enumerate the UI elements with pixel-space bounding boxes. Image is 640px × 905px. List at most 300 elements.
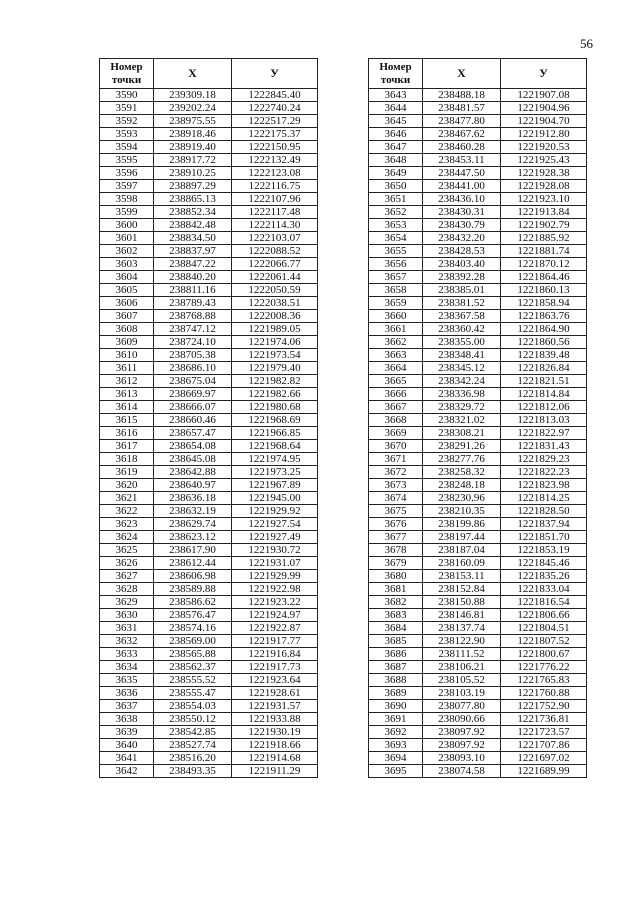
cell-x: 238636.18 [154,492,232,505]
header-point-line2: точки [111,73,142,86]
cell-point-number: 3645 [369,115,423,128]
cell-y: 1221929.92 [232,505,318,518]
cell-x: 238897.29 [154,180,232,193]
cell-x: 238385.01 [423,284,501,297]
cell-point-number: 3679 [369,557,423,570]
cell-y: 1221973.25 [232,466,318,479]
cell-point-number: 3608 [100,323,154,336]
table-header-row [369,59,587,89]
cell-y: 1221864.46 [501,271,587,284]
cell-y: 1221929.99 [232,570,318,583]
cell-y: 1221697.02 [501,752,587,765]
cell-y: 1221800.67 [501,648,587,661]
cell-point-number: 3650 [369,180,423,193]
cell-x: 238199.86 [423,518,501,531]
cell-point-number: 3669 [369,427,423,440]
table-row [100,765,318,778]
cell-point-number: 3613 [100,388,154,401]
cell-y: 1222103.07 [232,232,318,245]
cell-y: 1222061.44 [232,271,318,284]
table-row [100,336,318,349]
table-row [369,141,587,154]
cell-y: 1221922.87 [232,622,318,635]
table-row [369,544,587,557]
cell-x: 238837.97 [154,245,232,258]
table-row [369,258,587,271]
table-row [100,206,318,219]
cell-y: 1221807.52 [501,635,587,648]
cell-x: 238436.10 [423,193,501,206]
cell-point-number: 3663 [369,349,423,362]
cell-y: 1221816.54 [501,596,587,609]
table-row [369,479,587,492]
cell-point-number: 3693 [369,739,423,752]
cell-y: 1221902.79 [501,219,587,232]
cell-x: 238811.16 [154,284,232,297]
cell-y: 1221839.48 [501,349,587,362]
table-row [369,609,587,622]
cell-point-number: 3672 [369,466,423,479]
table-row [100,401,318,414]
cell-y: 1222132.49 [232,154,318,167]
cell-x: 238789.43 [154,297,232,310]
cell-y: 1221925.43 [501,154,587,167]
table-row [100,492,318,505]
cell-x: 238441.00 [423,180,501,193]
cell-x: 238210.35 [423,505,501,518]
cell-point-number: 3643 [369,89,423,102]
cell-y: 1221723.57 [501,726,587,739]
cell-y: 1222066.77 [232,258,318,271]
table-row [369,505,587,518]
cell-y: 1221858.94 [501,297,587,310]
cell-point-number: 3593 [100,128,154,141]
table-row [369,193,587,206]
cell-x: 238917.72 [154,154,232,167]
cell-point-number: 3614 [100,401,154,414]
cell-x: 238137.74 [423,622,501,635]
cell-x: 238918.46 [154,128,232,141]
table-row [369,752,587,765]
table-row [100,414,318,427]
cell-x: 238355.00 [423,336,501,349]
cell-x: 238342.24 [423,375,501,388]
cell-point-number: 3633 [100,648,154,661]
cell-y: 1221916.84 [232,648,318,661]
cell-y: 1221835.26 [501,570,587,583]
cell-point-number: 3660 [369,310,423,323]
cell-point-number: 3664 [369,362,423,375]
cell-x: 238606.98 [154,570,232,583]
cell-y: 1222107.96 [232,193,318,206]
table-row [100,297,318,310]
table-row [100,284,318,297]
cell-point-number: 3622 [100,505,154,518]
cell-point-number: 3684 [369,622,423,635]
cell-y: 1221923.64 [232,674,318,687]
cell-y: 1221814.25 [501,492,587,505]
cell-x: 238152.84 [423,583,501,596]
cell-point-number: 3637 [100,700,154,713]
cell-x: 238554.03 [154,700,232,713]
cell-point-number: 3596 [100,167,154,180]
header-point-line1: Номер [110,60,143,73]
cell-x: 238724.10 [154,336,232,349]
cell-x: 238403.40 [423,258,501,271]
cell-point-number: 3618 [100,453,154,466]
cell-y: 1221927.54 [232,518,318,531]
cell-point-number: 3604 [100,271,154,284]
cell-x: 238686.10 [154,362,232,375]
cell-y: 1221968.69 [232,414,318,427]
cell-point-number: 3657 [369,271,423,284]
cell-x: 238612.44 [154,557,232,570]
table-row [369,557,587,570]
table-row [100,232,318,245]
cell-y: 1221831.43 [501,440,587,453]
table-row [369,102,587,115]
cell-point-number: 3634 [100,661,154,674]
cell-y: 1221930.72 [232,544,318,557]
table-row [100,323,318,336]
cell-x: 238074.58 [423,765,501,778]
cell-x: 238865.13 [154,193,232,206]
cell-point-number: 3602 [100,245,154,258]
cell-point-number: 3617 [100,440,154,453]
table-row [369,648,587,661]
cell-x: 238093.10 [423,752,501,765]
table-row [369,180,587,193]
cell-y: 1221736.81 [501,713,587,726]
table-row [100,661,318,674]
cell-point-number: 3646 [369,128,423,141]
cell-y: 1221923.22 [232,596,318,609]
cell-point-number: 3639 [100,726,154,739]
table-row [369,674,587,687]
table-row [100,271,318,284]
cell-point-number: 3675 [369,505,423,518]
table-row [369,401,587,414]
cell-point-number: 3621 [100,492,154,505]
header-point-line1: Номер [379,60,412,73]
cell-point-number: 3652 [369,206,423,219]
cell-point-number: 3592 [100,115,154,128]
cell-point-number: 3638 [100,713,154,726]
table-row [369,518,587,531]
table-row [369,297,587,310]
cell-point-number: 3603 [100,258,154,271]
table-row [100,362,318,375]
cell-y: 1221918.66 [232,739,318,752]
cell-y: 1221822.23 [501,466,587,479]
cell-x: 238574.16 [154,622,232,635]
table-row [369,661,587,674]
table-row [369,713,587,726]
table-row [369,453,587,466]
cell-y: 1221979.40 [232,362,318,375]
cell-x: 238150.88 [423,596,501,609]
cell-point-number: 3694 [369,752,423,765]
table-row [100,141,318,154]
table-row [369,245,587,258]
cell-y: 1221911.29 [232,765,318,778]
cell-point-number: 3653 [369,219,423,232]
cell-x: 238277.76 [423,453,501,466]
cell-y: 1222088.52 [232,245,318,258]
cell-y: 1221826.84 [501,362,587,375]
cell-point-number: 3616 [100,427,154,440]
cell-y: 1221914.68 [232,752,318,765]
cell-x: 238122.90 [423,635,501,648]
header-point-number [369,59,423,89]
cell-y: 1222517.29 [232,115,318,128]
cell-y: 1221822.97 [501,427,587,440]
cell-y: 1222740.24 [232,102,318,115]
cell-x: 238432.20 [423,232,501,245]
table-row [100,570,318,583]
table-row [369,765,587,778]
cell-point-number: 3655 [369,245,423,258]
cell-x: 238348.41 [423,349,501,362]
table-row [100,739,318,752]
cell-x: 238097.92 [423,739,501,752]
cell-point-number: 3680 [369,570,423,583]
cell-x: 239202.24 [154,102,232,115]
cell-x: 238336.98 [423,388,501,401]
table-body-left [100,89,318,778]
table-row [100,596,318,609]
cell-point-number: 3668 [369,414,423,427]
table-row [100,388,318,401]
cell-point-number: 3642 [100,765,154,778]
cell-y: 1221982.66 [232,388,318,401]
cell-y: 1221881.74 [501,245,587,258]
cell-y: 1221885.92 [501,232,587,245]
table-row [100,245,318,258]
table-row [369,310,587,323]
cell-point-number: 3594 [100,141,154,154]
cell-point-number: 3632 [100,635,154,648]
cell-y: 1221823.98 [501,479,587,492]
header-x: Х [154,59,232,89]
cell-y: 1221928.38 [501,167,587,180]
table-row [100,518,318,531]
cell-x: 238103.19 [423,687,501,700]
cell-point-number: 3597 [100,180,154,193]
cell-point-number: 3611 [100,362,154,375]
cell-point-number: 3600 [100,219,154,232]
cell-y: 1222175.37 [232,128,318,141]
cell-x: 238367.58 [423,310,501,323]
header-y: У [501,59,587,89]
table-row [100,167,318,180]
cell-y: 1221689.99 [501,765,587,778]
cell-y: 1221806.66 [501,609,587,622]
table-row [100,622,318,635]
cell-y: 1221989.05 [232,323,318,336]
table-row [100,466,318,479]
table-row [100,700,318,713]
cell-point-number: 3659 [369,297,423,310]
table-row [369,375,587,388]
cell-y: 1221982.82 [232,375,318,388]
cell-point-number: 3654 [369,232,423,245]
cell-y: 1222845.40 [232,89,318,102]
cell-x: 238258.32 [423,466,501,479]
cell-x: 238090.66 [423,713,501,726]
table-row [369,167,587,180]
cell-x: 238842.48 [154,219,232,232]
cell-x: 238645.08 [154,453,232,466]
cell-y: 1221760.88 [501,687,587,700]
cell-x: 238106.21 [423,661,501,674]
cell-y: 1221829.23 [501,453,587,466]
table-row [369,414,587,427]
table-row [369,440,587,453]
cell-y: 1221933.88 [232,713,318,726]
cell-point-number: 3691 [369,713,423,726]
table-row [100,557,318,570]
cell-x: 238657.47 [154,427,232,440]
header-point-number [100,59,154,89]
table-row [369,466,587,479]
cell-y: 1221907.08 [501,89,587,102]
cell-point-number: 3692 [369,726,423,739]
table-row [369,570,587,583]
cell-point-number: 3599 [100,206,154,219]
cell-point-number: 3681 [369,583,423,596]
table-row [100,115,318,128]
cell-x: 238705.38 [154,349,232,362]
cell-x: 238291.26 [423,440,501,453]
cell-y: 1221752.90 [501,700,587,713]
cell-x: 238392.28 [423,271,501,284]
cell-x: 238747.12 [154,323,232,336]
table-row [369,492,587,505]
cell-y: 1221813.03 [501,414,587,427]
table-row [100,713,318,726]
table-row [369,388,587,401]
coordinates-table-right [368,58,587,778]
table-row [369,349,587,362]
cell-y: 1221828.50 [501,505,587,518]
cell-point-number: 3591 [100,102,154,115]
table-row [100,154,318,167]
cell-y: 1222038.51 [232,297,318,310]
cell-y: 1222150.95 [232,141,318,154]
cell-y: 1221821.51 [501,375,587,388]
cell-point-number: 3630 [100,609,154,622]
cell-x: 238640.97 [154,479,232,492]
cell-y: 1221922.98 [232,583,318,596]
cell-x: 238675.04 [154,375,232,388]
table-row [100,440,318,453]
cell-y: 1221920.53 [501,141,587,154]
table-row [100,89,318,102]
cell-point-number: 3605 [100,284,154,297]
cell-x: 238248.18 [423,479,501,492]
table-row [100,674,318,687]
cell-x: 238430.79 [423,219,501,232]
cell-x: 238105.52 [423,674,501,687]
cell-x: 238555.47 [154,687,232,700]
cell-point-number: 3666 [369,388,423,401]
cell-x: 238197.44 [423,531,501,544]
cell-point-number: 3688 [369,674,423,687]
cell-x: 238428.53 [423,245,501,258]
cell-point-number: 3673 [369,479,423,492]
table-row [369,739,587,752]
cell-point-number: 3677 [369,531,423,544]
header-x: Х [423,59,501,89]
cell-x: 238153.11 [423,570,501,583]
cell-x: 238565.88 [154,648,232,661]
coordinates-table-left [99,58,318,778]
cell-point-number: 3683 [369,609,423,622]
cell-point-number: 3667 [369,401,423,414]
cell-y: 1222117.48 [232,206,318,219]
table-row [100,687,318,700]
cell-point-number: 3636 [100,687,154,700]
table-row [369,687,587,700]
cell-x: 238852.34 [154,206,232,219]
cell-x: 238555.52 [154,674,232,687]
table-row [369,622,587,635]
cell-point-number: 3647 [369,141,423,154]
cell-y: 1221863.76 [501,310,587,323]
cell-x: 238321.02 [423,414,501,427]
table-row [100,102,318,115]
cell-point-number: 3620 [100,479,154,492]
cell-y: 1221966.85 [232,427,318,440]
cell-x: 238345.12 [423,362,501,375]
table-row [100,648,318,661]
table-row [369,89,587,102]
cell-x: 238562.37 [154,661,232,674]
cell-point-number: 3607 [100,310,154,323]
cell-point-number: 3690 [369,700,423,713]
cell-y: 1221928.08 [501,180,587,193]
table-row [100,505,318,518]
cell-point-number: 3665 [369,375,423,388]
cell-point-number: 3610 [100,349,154,362]
cell-point-number: 3662 [369,336,423,349]
cell-y: 1221804.51 [501,622,587,635]
cell-y: 1221973.54 [232,349,318,362]
cell-point-number: 3629 [100,596,154,609]
table-row [100,349,318,362]
cell-x: 238447.50 [423,167,501,180]
cell-y: 1221931.57 [232,700,318,713]
cell-y: 1221945.00 [232,492,318,505]
table-row [100,544,318,557]
cell-x: 238493.35 [154,765,232,778]
cell-x: 238666.07 [154,401,232,414]
cell-x: 238669.97 [154,388,232,401]
cell-x: 238146.81 [423,609,501,622]
cell-x: 238488.18 [423,89,501,102]
cell-point-number: 3695 [369,765,423,778]
cell-point-number: 3631 [100,622,154,635]
cell-x: 238460.28 [423,141,501,154]
cell-point-number: 3598 [100,193,154,206]
table-row [369,232,587,245]
cell-x: 238160.09 [423,557,501,570]
table-row [100,609,318,622]
cell-y: 1221845.46 [501,557,587,570]
cell-y: 1221967.89 [232,479,318,492]
cell-y: 1221776.22 [501,661,587,674]
